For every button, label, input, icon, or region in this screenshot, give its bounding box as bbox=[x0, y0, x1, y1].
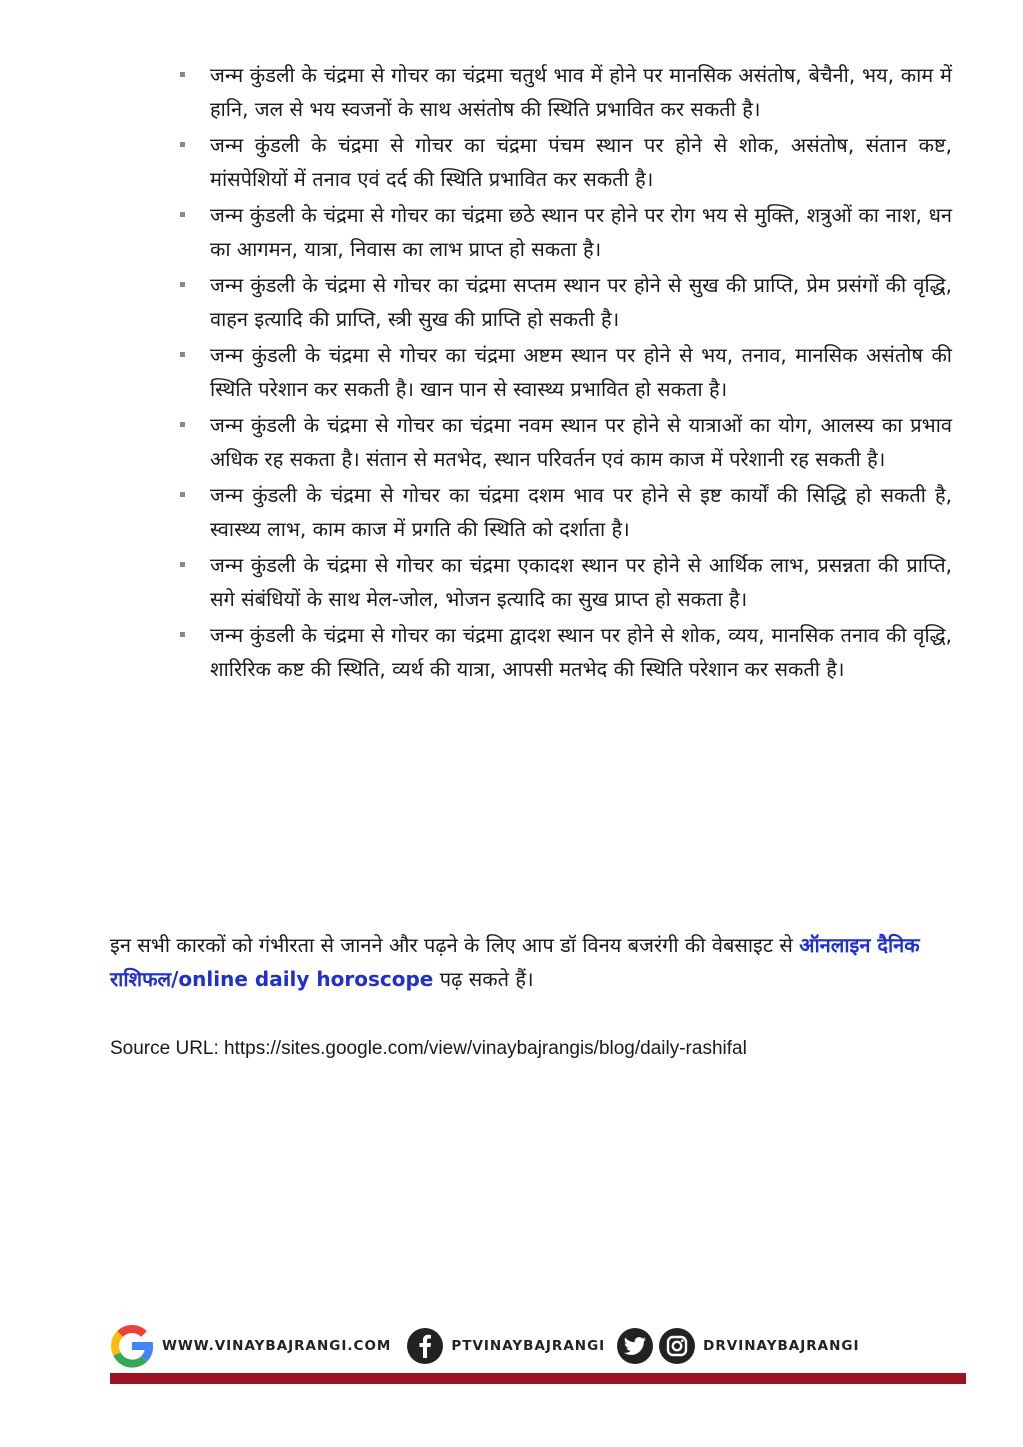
list-item bbox=[180, 128, 952, 196]
instagram-icon[interactable] bbox=[659, 1328, 695, 1364]
bullet-marker bbox=[180, 422, 185, 427]
footer-row bbox=[110, 1322, 966, 1370]
list-item-text: जन्म कुंडली के चंद्रमा से गोचर का चंद्रमा द्वादश स्थान पर होने से शोक, व्यय, मानसिक तनाव की वृद्धि, शारिरिक कष्ट की स्थिति, व्यर्थ की यात्रा, आपसी मतभेद की स्थिति परेशान कर सकती है। bbox=[210, 623, 952, 681]
closing-paragraph bbox=[110, 928, 955, 996]
website-text[interactable]: WWW.VINAYBAJRANGI.COM bbox=[162, 1338, 392, 1354]
list-item bbox=[180, 58, 952, 126]
footer-banner bbox=[110, 1318, 966, 1384]
list-item-text: जन्म कुंडली के चंद्रमा से गोचर का चंद्रमा दशम भाव पर होने से इष्ट कार्यों की सिद्धि हो सकती है, स्वास्थ्य लाभ, काम काज में प्रगति की स्थिति को दर्शाता है। bbox=[210, 483, 952, 541]
list-item-text: जन्म कुंडली के चंद्रमा से गोचर का चंद्रमा नवम स्थान पर होने से यात्राओं का योग, आलस्य का प्रभाव अधिक रह सकता है। संतान से मतभेद, स्थान परिवर्तन एवं काम काज में परेशानी रह सकती है। bbox=[210, 413, 952, 471]
source-url: Source URL: https://sites.google.com/view/vinaybajrangis/blog/daily-rashifal bbox=[110, 1038, 747, 1059]
list-item-text: जन्म कुंडली के चंद्रमा से गोचर का चंद्रमा पंचम स्थान पर होने से शोक, असंतोष, संतान कष्ट, मांसपेशियों में तनाव एवं दर्द की स्थिति प्रभावित कर सकती है। bbox=[210, 133, 952, 191]
list-item bbox=[180, 548, 952, 616]
list-item-text: जन्म कुंडली के चंद्रमा से गोचर का चंद्रमा सप्तम स्थान पर होने से सुख की प्राप्ति, प्रेम प्रसंगों की वृद्धि, वाहन इत्यादि की प्राप्ति, स्त्री सुख की प्राप्ति हो सकती है। bbox=[210, 273, 952, 331]
google-icon bbox=[110, 1324, 154, 1368]
bullet-marker bbox=[180, 142, 185, 147]
closing-text: इन सभी कारकों को गंभीरता से जानने और पढ़ने के लिए आप डॉ विनय बजरंगी की वेबसाइट से bbox=[110, 933, 800, 957]
list-item bbox=[180, 338, 952, 406]
list-item bbox=[180, 198, 952, 266]
list-item bbox=[180, 478, 952, 546]
facebook-icon[interactable] bbox=[407, 1328, 443, 1364]
list-item bbox=[180, 268, 952, 336]
bullet-marker bbox=[180, 492, 185, 497]
bullet-marker bbox=[180, 212, 185, 217]
facebook-handle[interactable]: PTVINAYBAJRANGI bbox=[451, 1338, 606, 1354]
bullet-marker bbox=[180, 632, 185, 637]
daily-horoscope-link[interactable]: ऑनलाइन दैनिक राशिफल/online daily horoscope bbox=[110, 933, 920, 991]
list-item bbox=[180, 408, 952, 476]
list-item bbox=[180, 618, 952, 686]
list-item-text: जन्म कुंडली के चंद्रमा से गोचर का चंद्रमा एकादश स्थान पर होने से आर्थिक लाभ, प्रसन्नता की प्राप्ति, सगे संबंधियों के साथ मेल-जोल, भोजन इत्यादि का सुख प्राप्त हो सकता है। bbox=[210, 553, 952, 611]
bullet-marker bbox=[180, 562, 185, 567]
list-item-text: जन्म कुंडली के चंद्रमा से गोचर का चंद्रमा अष्टम स्थान पर होने से भय, तनाव, मानसिक असंतोष की स्थिति परेशान कर सकती है। खान पान से स्वास्थ्य प्रभावित हो सकता है। bbox=[210, 343, 952, 401]
list-item-text: जन्म कुंडली के चंद्रमा से गोचर का चंद्रमा छठे स्थान पर होने पर रोग भय से मुक्ति, शत्रुओं का नाश, धन का आगमन, यात्रा, निवास का लाभ प्राप्त हो सकता है। bbox=[210, 203, 952, 261]
bullet-marker bbox=[180, 282, 185, 287]
bullet-marker bbox=[180, 352, 185, 357]
bullet-marker bbox=[180, 72, 185, 77]
twitter-icon[interactable] bbox=[617, 1328, 653, 1364]
bullet-list bbox=[180, 58, 952, 688]
list-item-text: जन्म कुंडली के चंद्रमा से गोचर का चंद्रमा चतुर्थ भाव में होने पर मानसिक असंतोष, बेचैनी, भय, काम में हानि, जल से भय स्वजनों के साथ असंतोष की स्थिति प्रभावित कर सकती है। bbox=[210, 63, 952, 121]
closing-text-end: पढ़ सकते हैं। bbox=[433, 967, 534, 991]
social-handle[interactable]: DRVINAYBAJRANGI bbox=[703, 1338, 860, 1354]
footer-color-bar bbox=[110, 1373, 966, 1384]
